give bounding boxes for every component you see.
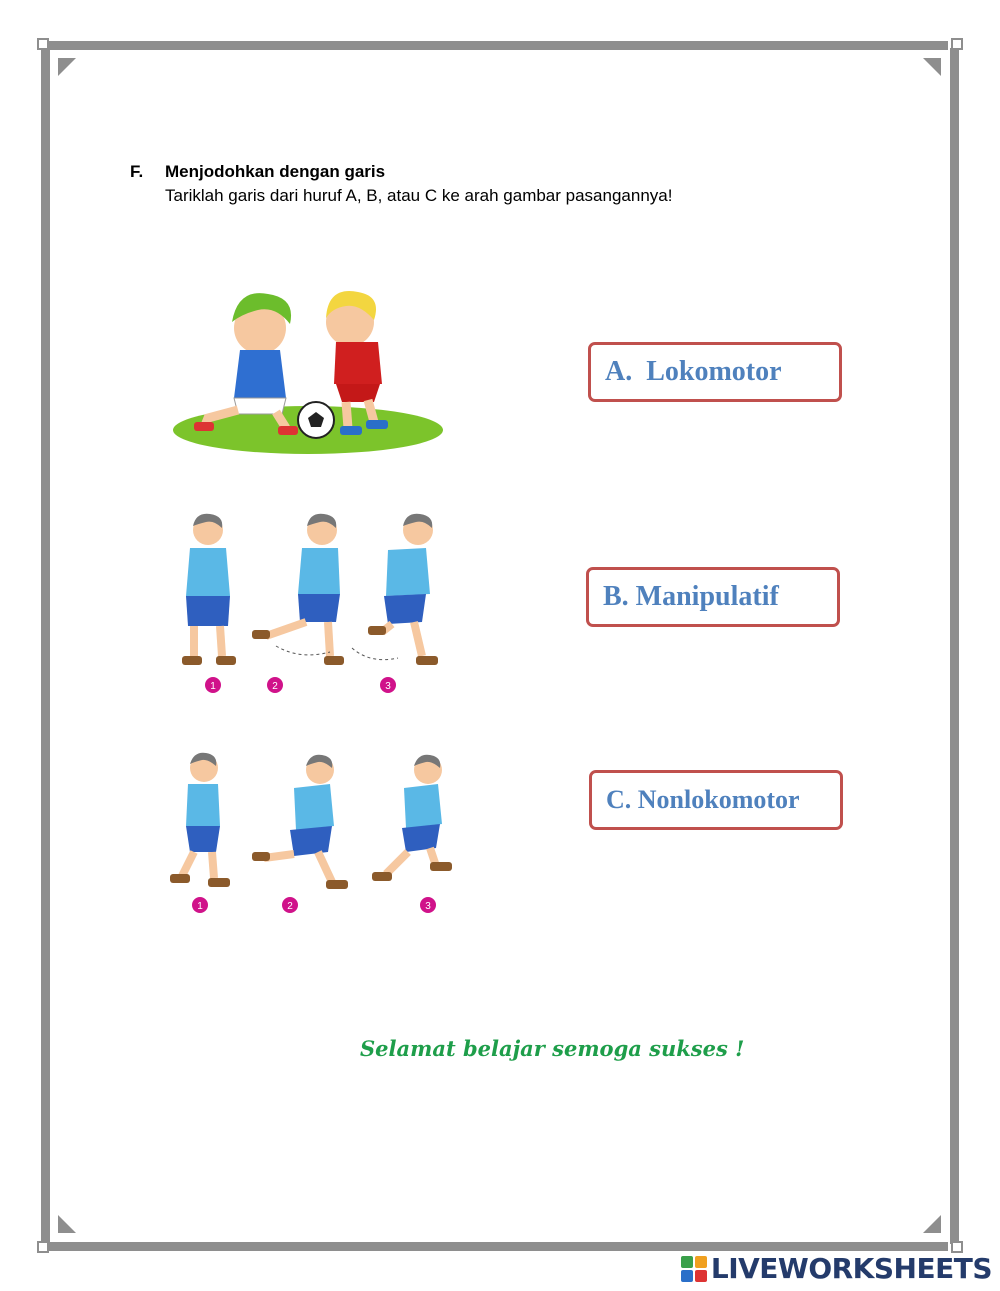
option-a-label: A. Lokomotor [605, 356, 782, 387]
frame-top [48, 41, 948, 50]
frame-bottom [48, 1242, 948, 1251]
soccer-kids-illustration [168, 280, 448, 460]
kick-step-badges [205, 677, 396, 693]
step-badge-3: 3 [385, 681, 391, 692]
liveworksheets-logo-text: LIVEWORKSHEETS [710, 1252, 992, 1285]
corner-square-bl [37, 1241, 49, 1253]
closing-greeting: Selamat belajar semoga sukses ! [360, 1036, 745, 1061]
corner-triangle-tr [923, 58, 941, 76]
option-c-label: C. Nonlokomotor [606, 785, 800, 814]
liveworksheets-logo-icon [681, 1256, 707, 1282]
running-sequence-picture[interactable] [160, 748, 460, 918]
running-sequence-illustration [160, 748, 460, 918]
option-b-manipulatif-box[interactable] [586, 567, 840, 627]
section-instruction: Tariklah garis dari huruf A, B, atau C ke arah gambar pasangannya! [165, 186, 673, 205]
section-number: F. [130, 162, 144, 181]
corner-triangle-br [923, 1215, 941, 1233]
frame-left [41, 48, 50, 1244]
kick-figure-3 [352, 514, 438, 665]
corner-square-tl [37, 38, 49, 50]
liveworksheets-logo [681, 1252, 992, 1285]
run-figure-2 [252, 755, 348, 889]
soccer-kids-picture[interactable] [168, 280, 448, 460]
option-c-nonlokomotor-box[interactable] [589, 770, 843, 830]
run-figure-3 [372, 755, 452, 881]
corner-triangle-bl [58, 1215, 76, 1233]
kick-figure-2 [252, 514, 344, 665]
option-b-label: B. Manipulatif [603, 581, 779, 612]
step-badge-2: 2 [272, 681, 278, 692]
run-step-badges [192, 897, 436, 913]
section-title: Menjodohkan dengan garis [165, 162, 386, 181]
frame-right [950, 48, 959, 1244]
corner-triangle-tl [58, 58, 76, 76]
option-a-lokomotor-box[interactable] [588, 342, 842, 402]
kicking-sequence-picture[interactable] [160, 508, 460, 698]
kick-figure-1 [182, 514, 236, 665]
step-badge-3: 3 [425, 901, 431, 912]
step-badge-1: 1 [210, 681, 216, 692]
kicking-sequence-illustration [160, 508, 460, 698]
step-badge-2: 2 [287, 901, 293, 912]
step-badge-1: 1 [197, 901, 203, 912]
run-figure-1 [170, 753, 230, 887]
corner-square-tr [951, 38, 963, 50]
